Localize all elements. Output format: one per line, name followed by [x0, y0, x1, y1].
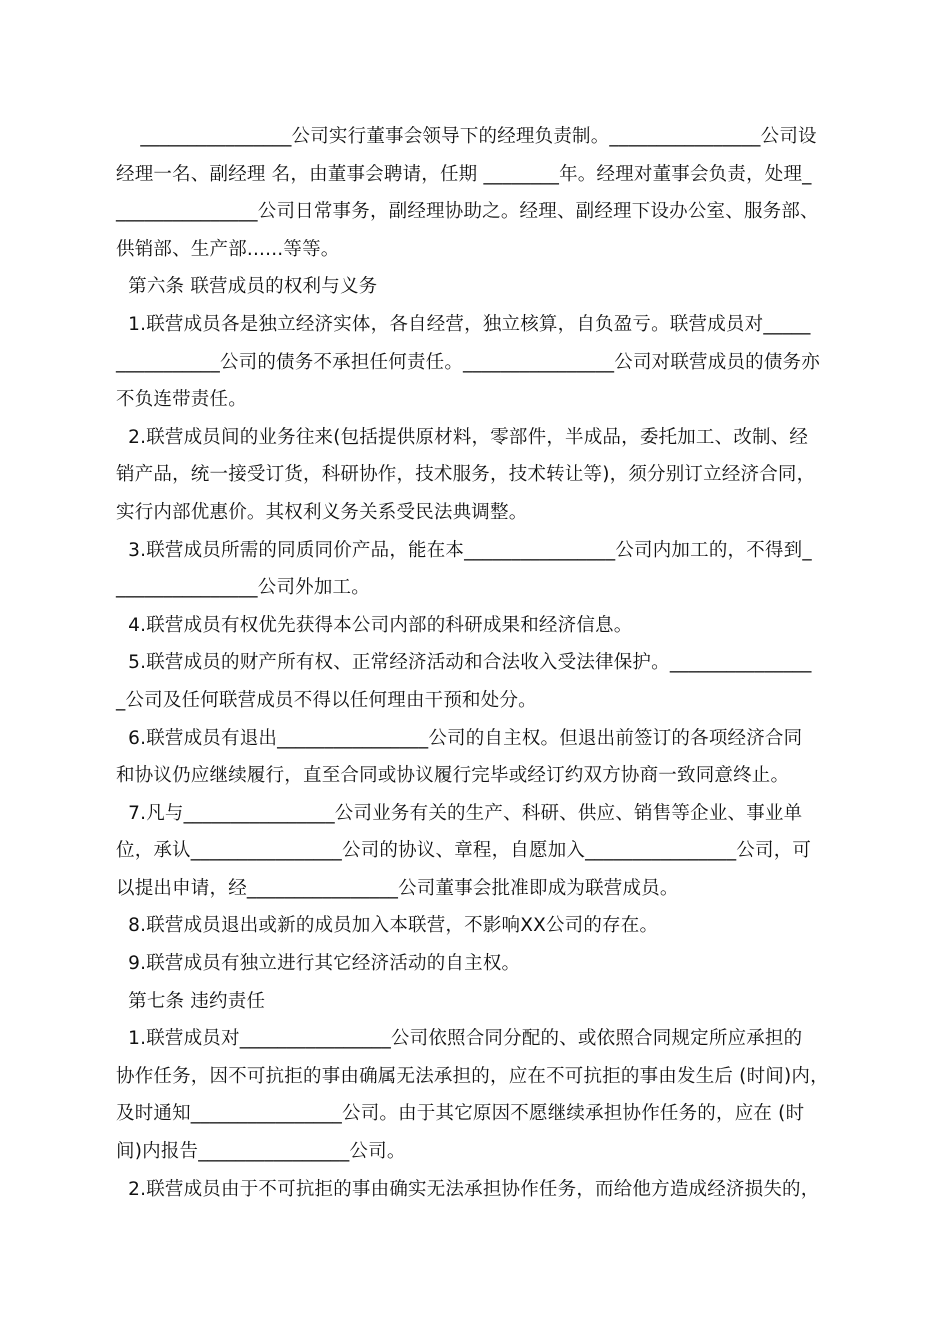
- text-line: 4.联营成员有权优先获得本公司内部的科研成果和经济信息。: [116, 614, 633, 636]
- text-line: 第七条 违约责任: [116, 990, 266, 1012]
- text-line: ________________公司实行董事会领导下的经理负责制。________________公司设: [116, 126, 817, 147]
- text-line: 6.联营成员有退出________________公司的自主权。但退出前签订的各项经济合同: [116, 727, 803, 749]
- text-line: _______________公司日常事务，副经理协助之。经理、副经理下设办公室、服务部、: [116, 201, 819, 223]
- text-line: 第六条 联营成员的权利与义务: [116, 276, 378, 298]
- text-line: 销产品，统一接受订货，科研协作，技术服务，技术转让等)，须分别订立经济合同，: [116, 464, 816, 486]
- text-line: 以提出申请，经________________公司董事会批准即成为联营成员。: [116, 877, 679, 899]
- text-line: 协作任务，因不可抗拒的事由确属无法承担的，应在不可抗拒的事由发生后 (时间)内，: [116, 1065, 829, 1087]
- text-line: 5.联营成员的财产所有权、正常经济活动和合法收入受法律保护。_______________: [116, 652, 812, 674]
- text-line: 1.联营成员对________________公司依照合同分配的、或依照合同规定所应承担的: [116, 1028, 803, 1050]
- text-line: 1.联营成员各是独立经济实体，各自经营，独立核算，自负盈亏。联营成员对_____: [116, 313, 811, 335]
- text-line: 位，承认________________公司的协议、章程，自愿加入________________公司，可: [116, 840, 812, 862]
- text-line: 2.联营成员间的业务往来(包括提供原材料，零部件，半成品，委托加工、改制、经: [116, 426, 809, 448]
- text-line: 间)内报告________________公司。: [116, 1141, 406, 1163]
- text-line: 经理一名、副经理 名，由董事会聘请，任期 ________年。经理对董事会负责，处理_: [116, 163, 812, 185]
- text-line: 2.联营成员由于不可抗拒的事由确实无法承担协作任务，而给他方造成经济损失的，: [116, 1178, 820, 1200]
- text-line: 7.凡与________________公司业务有关的生产、科研、供应、销售等企业、事业单: [116, 802, 803, 824]
- text-line: 和协议仍应继续履行，直至合同或协议履行完毕或经订约双方协商一致同意终止。: [116, 765, 790, 787]
- text-line: 9.联营成员有独立进行其它经济活动的自主权。: [116, 953, 521, 975]
- text-line: 不负连带责任。: [116, 389, 247, 411]
- text-line: _公司及任何联营成员不得以任何理由干预和处分。: [116, 689, 537, 711]
- document-body: [116, 118, 842, 1208]
- text-line: 实行内部优惠价。其权利义务关系受民法典调整。: [116, 501, 528, 523]
- text-line: ___________公司的债务不承担任何责任。________________公司对联营成员的债务亦: [116, 351, 820, 373]
- text-line: 及时通知________________公司。由于其它原因不愿继续承担协作任务的，应在 (时: [116, 1103, 805, 1125]
- text-line: 8.联营成员退出或新的成员加入本联营，不影响XX公司的存在。: [116, 915, 659, 937]
- text-line: _______________公司外加工。: [116, 577, 370, 599]
- text-line: 供销部、生产部......等等。: [116, 238, 340, 260]
- text-line: 3.联营成员所需的同质同价产品，能在本________________公司内加工的，不得到_: [116, 539, 812, 561]
